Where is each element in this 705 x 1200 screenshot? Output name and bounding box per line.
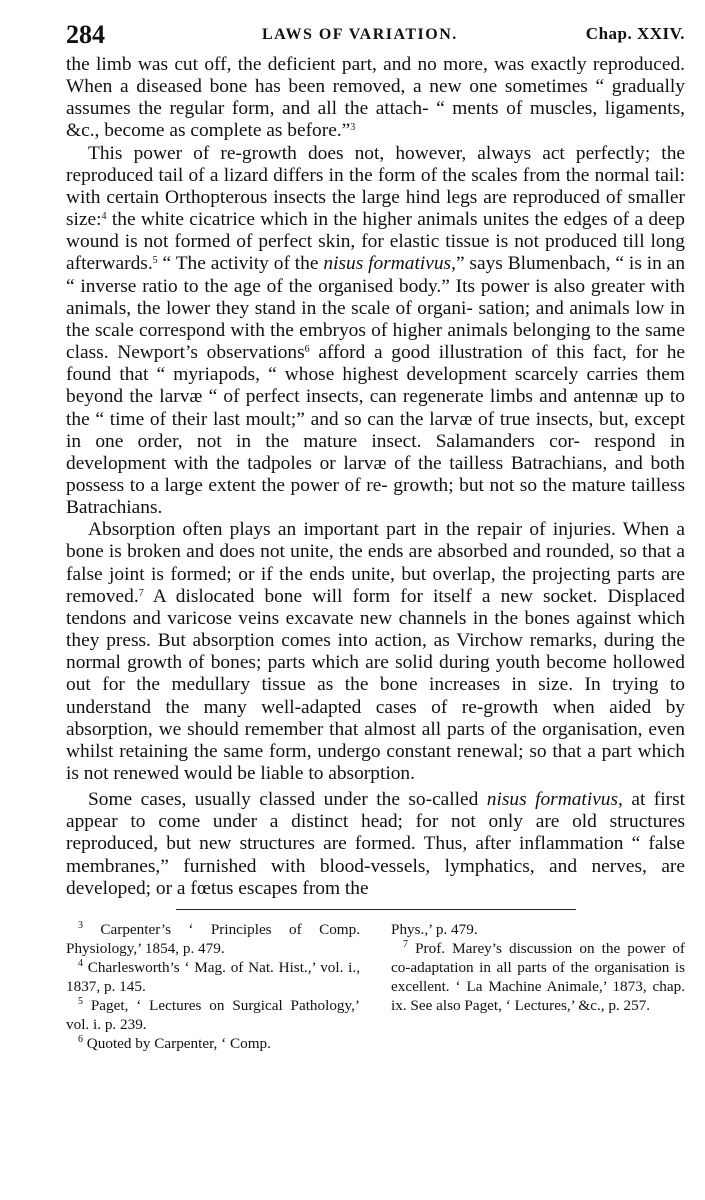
paragraph-3: [66, 519, 685, 785]
running-title: LAWS OF VARIATION.: [262, 26, 458, 43]
footnote-divider: [176, 909, 576, 910]
text-run: at first appear to come under a distinct head; for not only are old structures reproduced, but new structures are formed. Thus, after inflammation “ false membranes,” furnished with blood-vessels, lymphatics, and nerves, are developed; or a fœtus escapes from the: [66, 789, 685, 899]
paragraph-2: [66, 143, 685, 520]
text-run: This power of re-growth does not, however, always act perfectly; the reproduced tail of a lizard differs in the form of the scales from the normal tail: with certain Orthopterous insects the large hind legs are reproduced of smaller size:: [66, 142, 685, 231]
footnote-text: Quoted by Carpenter, ‘ Comp.: [83, 1034, 271, 1052]
footnote-text: Charlesworth’s ‘ Mag. of Nat. Hist.,’ vol. i., 1837, p. 145.: [66, 958, 360, 995]
footnote-ref-5: 5: [152, 255, 158, 267]
footnote-text: Prof. Marey’s discussion on the power of co-adaptation in all parts of the organisation is excellent. ‘ La Machine Animale,’ 1873, chap. ix. See also Paget, ‘ Lectures,’ &c., p. 257.: [391, 939, 685, 1014]
footnote-text: Paget, ‘ Lectures on Surgical Pathology,’ vol. i. p. 239.: [66, 996, 360, 1033]
text-run: A dislocated bone will form for itself a new socket. Displaced tendons and varicose veins excavate new channels in the bones against which they press. But absorption comes into action, as Virchow remarks, during the normal growth of bones; parts which are solid during youth become hollowed out for the medullary tissue as the bone increases in size. In trying to understand the many well-adapted cases of re-growth when aided by absorption, we should remember that almost all parts of the organisation, even whilst retaining the same form, undergo constant renewal; so that a part which is not renewed would be liable to absorption.: [66, 585, 685, 784]
footnote-4: [66, 958, 360, 996]
footnote-marker: 5: [78, 995, 83, 1007]
main-text: [66, 54, 685, 900]
footnote-marker: 4: [78, 957, 83, 969]
footnote-column-left: [66, 920, 360, 1053]
text-run: Absorption often plays an important part in the repair of injuries. When a bone is broken and does not unite, the ends are absorbed and rounded, so that a false joint is formed; or if the ends unite, but overlap, the projecting parts are removed.: [66, 519, 685, 607]
text-run: “ The activity of the: [157, 253, 324, 275]
footnote-6-continued: Phys.,’ p. 479.: [391, 920, 478, 938]
running-header: [66, 18, 685, 54]
footnote-5: [66, 996, 360, 1034]
footnote-ref-4: 4: [101, 211, 107, 223]
chapter-label: Chap. XXIV.: [585, 24, 685, 43]
footnote-7: [391, 939, 685, 1015]
footnote-marker: 3: [78, 919, 83, 931]
footnotes: [66, 920, 685, 1053]
footnote-ref-7: 7: [138, 587, 144, 599]
text-run: afford a good illustration of this fact, for he found that “ myriapods, “ whose highest development scarcely carries them beyond the larvæ “ of perfect insects, can regenerate limbs and antennæ up to the “ time of their last moult;” and so can the larvæ of true insects, but, except in one order, not in the mature insect. Salamanders cor- respond in development with the tadpoles or larvæ of the tailless Batrachians, and both possess to a large extent the power of re- growth; but not so the mature tailless Batrachians.: [66, 342, 685, 519]
footnote-marker: 6: [78, 1033, 83, 1045]
italic-term: nisus formativus,: [486, 789, 623, 811]
paragraph-4: [66, 789, 685, 900]
text-run: the white cicatrice which in the higher animals unites the edges of a deep wound is not formed of perfect skin, for elastic tissue is not produced till long afterwards.: [66, 209, 685, 275]
footnote-ref-6: 6: [304, 344, 310, 356]
text-run: ” says Blumenbach, “ is in an “ inverse ratio to the age of the organised body.” Its power is also greater with animals, the lower they stand in the scale of organi- sation; and animals low in the scale correspond with the embryos of higher animals belonging to the same class. Newport’s observations: [66, 253, 686, 364]
page-number: 284: [66, 20, 105, 49]
text-run: Some cases, usually classed under the so-called: [88, 789, 487, 811]
footnote-ref-3: 3: [350, 122, 356, 134]
footnote-6: [66, 1034, 360, 1053]
text-run: the limb was cut off, the deficient part, and no more, was exactly reproduced. When a diseased bone has been removed, a new one sometimes “ gradually assumes the regular form, and all the attach- “ ments of muscles, ligaments, &c., become as complete as before.”: [66, 54, 685, 142]
footnote-3: [66, 920, 360, 958]
footnote-column-right: [391, 920, 685, 1053]
paragraph-1: [66, 54, 685, 143]
footnote-text: Carpenter’s ‘ Principles of Comp. Physiology,’ 1854, p. 479.: [66, 920, 360, 957]
italic-term: nisus formativus,: [323, 253, 456, 275]
footnote-marker: 7: [403, 938, 408, 950]
